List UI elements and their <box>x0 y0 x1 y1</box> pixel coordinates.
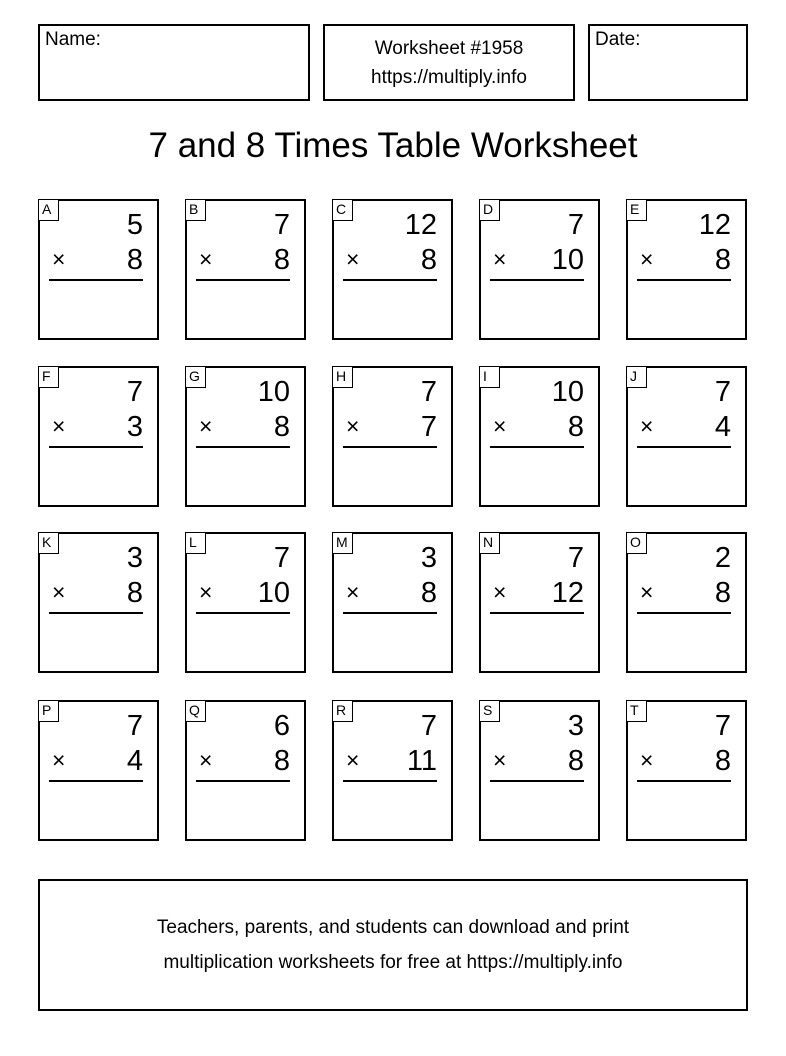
problem-card <box>185 700 306 841</box>
answer-area[interactable] <box>187 784 304 839</box>
answer-area[interactable] <box>40 283 157 338</box>
problem-letter: H <box>332 366 353 388</box>
multiplicand: 7 <box>273 542 290 574</box>
multiplier: 10 <box>551 244 584 276</box>
answer-line <box>490 612 584 614</box>
date-field[interactable] <box>588 24 748 101</box>
answer-area[interactable] <box>481 616 598 671</box>
multiplicand: 7 <box>273 209 290 241</box>
problem-card <box>332 532 453 673</box>
answer-line <box>637 279 731 281</box>
answer-area[interactable] <box>40 616 157 671</box>
multiplicand: 5 <box>126 209 143 241</box>
problem-card <box>479 366 600 507</box>
problem-card <box>38 532 159 673</box>
multiply-sign: × <box>346 246 360 272</box>
multiply-sign: × <box>640 747 654 773</box>
multiply-sign: × <box>640 413 654 439</box>
multiplier: 8 <box>126 244 143 276</box>
answer-area[interactable] <box>334 616 451 671</box>
multiply-sign: × <box>493 246 507 272</box>
footer-line-1: Teachers, parents, and students can download and print <box>156 917 630 938</box>
multiply-sign: × <box>346 413 360 439</box>
answer-line <box>49 279 143 281</box>
multiply-sign: × <box>52 246 66 272</box>
problem-letter: E <box>626 199 647 221</box>
name-field[interactable] <box>38 24 310 101</box>
problem-card <box>626 532 747 673</box>
problem-letter: L <box>185 532 206 554</box>
answer-line <box>196 780 290 782</box>
problem-letter: C <box>332 199 353 221</box>
answer-line <box>490 279 584 281</box>
problem-letter: T <box>626 700 647 722</box>
problem-letter: R <box>332 700 353 722</box>
answer-line <box>343 780 437 782</box>
answer-line <box>343 446 437 448</box>
answer-area[interactable] <box>481 283 598 338</box>
problem-card <box>332 700 453 841</box>
multiply-sign: × <box>199 747 213 773</box>
answer-area[interactable] <box>187 616 304 671</box>
date-label: Date: <box>595 29 641 50</box>
answer-area[interactable] <box>481 784 598 839</box>
multiplier: 12 <box>551 577 584 609</box>
multiply-sign: × <box>640 579 654 605</box>
multiply-sign: × <box>493 579 507 605</box>
multiply-sign: × <box>346 579 360 605</box>
problem-letter: F <box>38 366 59 388</box>
multiply-sign: × <box>640 246 654 272</box>
answer-line <box>637 780 731 782</box>
answer-line <box>49 446 143 448</box>
multiply-sign: × <box>199 246 213 272</box>
multiplier: 8 <box>273 745 290 777</box>
answer-area[interactable] <box>628 283 745 338</box>
problem-card <box>38 199 159 340</box>
multiplier: 8 <box>126 577 143 609</box>
multiplier: 8 <box>420 577 437 609</box>
answer-line <box>343 612 437 614</box>
answer-area[interactable] <box>628 784 745 839</box>
multiplier: 4 <box>714 411 731 443</box>
problem-card <box>626 700 747 841</box>
multiplicand: 2 <box>714 542 731 574</box>
answer-line <box>196 612 290 614</box>
multiplicand: 12 <box>404 209 437 241</box>
multiplier: 8 <box>273 244 290 276</box>
multiplicand: 3 <box>126 542 143 574</box>
answer-area[interactable] <box>628 450 745 505</box>
multiplier: 8 <box>567 745 584 777</box>
multiplier: 8 <box>420 244 437 276</box>
problem-card <box>332 199 453 340</box>
problem-card <box>479 700 600 841</box>
multiply-sign: × <box>199 579 213 605</box>
multiply-sign: × <box>493 413 507 439</box>
problem-card <box>626 199 747 340</box>
problem-card <box>185 532 306 673</box>
page-title: 7 and 8 Times Table Worksheet <box>148 126 638 165</box>
multiplicand: 7 <box>714 376 731 408</box>
multiply-sign: × <box>52 747 66 773</box>
problem-letter: A <box>38 199 59 221</box>
answer-line <box>490 780 584 782</box>
problem-card <box>38 700 159 841</box>
answer-line <box>490 446 584 448</box>
multiply-sign: × <box>52 579 66 605</box>
answer-area[interactable] <box>40 450 157 505</box>
multiplicand: 7 <box>714 710 731 742</box>
multiplicand: 7 <box>567 209 584 241</box>
problem-letter: M <box>332 532 353 554</box>
multiplier: 3 <box>126 411 143 443</box>
problem-card <box>626 366 747 507</box>
answer-area[interactable] <box>628 616 745 671</box>
problem-letter: G <box>185 366 206 388</box>
answer-area[interactable] <box>334 283 451 338</box>
multiplicand: 7 <box>126 710 143 742</box>
multiplier: 8 <box>714 577 731 609</box>
problem-letter: Q <box>185 700 206 722</box>
problem-letter: I <box>479 366 500 388</box>
worksheet-url: https://multiply.info <box>371 66 527 88</box>
multiplier: 7 <box>420 411 437 443</box>
answer-line <box>49 780 143 782</box>
multiplier: 10 <box>257 577 290 609</box>
problem-card <box>479 199 600 340</box>
multiplicand: 10 <box>257 376 290 408</box>
answer-line <box>196 446 290 448</box>
answer-line <box>637 612 731 614</box>
multiplicand: 12 <box>698 209 731 241</box>
problem-letter: D <box>479 199 500 221</box>
problem-letter: B <box>185 199 206 221</box>
problem-letter: P <box>38 700 59 722</box>
multiplicand: 6 <box>273 710 290 742</box>
answer-area[interactable] <box>187 283 304 338</box>
multiply-sign: × <box>493 747 507 773</box>
problem-letter: J <box>626 366 647 388</box>
multiplier: 8 <box>567 411 584 443</box>
problem-card <box>332 366 453 507</box>
multiplicand: 3 <box>567 710 584 742</box>
answer-area[interactable] <box>334 784 451 839</box>
problem-card <box>38 366 159 507</box>
footer-note <box>38 879 748 1011</box>
answer-area[interactable] <box>334 450 451 505</box>
multiplier: 8 <box>273 411 290 443</box>
multiply-sign: × <box>346 747 360 773</box>
multiplicand: 3 <box>420 542 437 574</box>
problem-letter: K <box>38 532 59 554</box>
multiplicand: 7 <box>126 376 143 408</box>
problem-card <box>185 366 306 507</box>
answer-line <box>343 279 437 281</box>
answer-area[interactable] <box>187 450 304 505</box>
multiplicand: 7 <box>567 542 584 574</box>
answer-area[interactable] <box>481 450 598 505</box>
problem-letter: O <box>626 532 647 554</box>
footer-line-2: multiplication worksheets for free at https://multiply.info <box>163 952 623 973</box>
answer-line <box>196 279 290 281</box>
multiplicand: 10 <box>551 376 584 408</box>
answer-area[interactable] <box>40 784 157 839</box>
problem-card <box>185 199 306 340</box>
worksheet-info-box <box>323 24 575 101</box>
multiply-sign: × <box>52 413 66 439</box>
multiply-sign: × <box>199 413 213 439</box>
multiplicand: 7 <box>420 376 437 408</box>
problem-letter: S <box>479 700 500 722</box>
multiplier: 8 <box>714 745 731 777</box>
problem-letter: N <box>479 532 500 554</box>
answer-line <box>49 612 143 614</box>
multiplicand: 7 <box>420 710 437 742</box>
multiplier: 11 <box>406 745 437 777</box>
multiplier: 4 <box>126 745 143 777</box>
multiplier: 8 <box>714 244 731 276</box>
answer-line <box>637 446 731 448</box>
name-label: Name: <box>45 29 101 50</box>
problem-card <box>479 532 600 673</box>
worksheet-number: Worksheet #1958 <box>374 37 524 59</box>
